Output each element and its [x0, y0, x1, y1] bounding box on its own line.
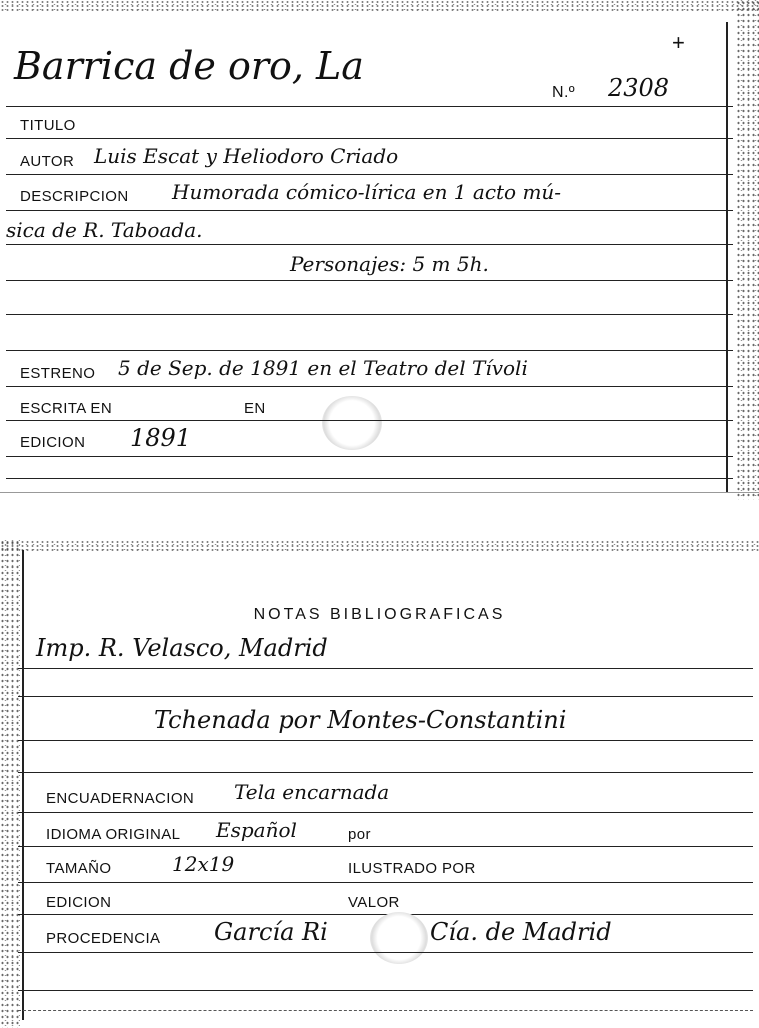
tamano-value: 12x19: [172, 852, 235, 876]
rule: [6, 314, 733, 315]
descripcion-label: DESCRIPCION: [20, 188, 129, 205]
edicion-value: 1891: [130, 424, 192, 452]
catalog-card-top: [0, 0, 759, 500]
titulo-label: TITULO: [20, 117, 76, 134]
rule: [6, 106, 733, 107]
rule: [18, 990, 753, 991]
rule: [18, 1010, 753, 1011]
rule: [6, 210, 733, 211]
rule: [18, 846, 753, 847]
plus-mark: +: [672, 30, 686, 55]
card-right-border: [726, 22, 728, 492]
card-bottom-edge: [0, 492, 759, 493]
estreno-label: ESTRENO: [20, 365, 96, 382]
ilustrado-label: ILUSTRADO POR: [348, 860, 476, 877]
por-label: por: [348, 826, 371, 843]
rule: [6, 420, 733, 421]
rule: [6, 138, 733, 139]
procedencia-value-2: Cía. de Madrid: [430, 918, 612, 946]
edicion-label-2: EDICION: [46, 894, 112, 911]
rule: [18, 772, 753, 773]
personajes-value: Personajes: 5 m 5h.: [290, 252, 489, 276]
number-value: 2308: [608, 74, 670, 102]
rule: [18, 668, 753, 669]
card-edge-top: [0, 0, 759, 12]
autor-value: Luis Escat y Heliodoro Criado: [94, 144, 399, 168]
autor-label: AUTOR: [20, 153, 75, 170]
rule: [6, 478, 733, 479]
number-label: N.º: [552, 84, 576, 101]
descripcion-value-line2: sica de R. Taboada.: [6, 218, 203, 242]
idioma-label: IDIOMA ORIGINAL: [46, 826, 181, 843]
card-edge-top: [0, 540, 759, 552]
rule: [6, 280, 733, 281]
procedencia-value: García Ri: [214, 918, 328, 946]
descripcion-value-line1: Humorada cómico-lírica en 1 acto mú-: [172, 180, 562, 204]
idioma-value: Español: [216, 818, 297, 842]
rule: [6, 386, 733, 387]
escrita-en-label: ESCRITA EN: [20, 400, 113, 417]
procedencia-label: PROCEDENCIA: [46, 930, 161, 947]
estreno-value: 5 de Sep. de 1891 en el Teatro del Tívoli: [118, 356, 528, 380]
rule: [18, 696, 753, 697]
card-title-handwritten: Barrica de oro, La: [14, 44, 364, 88]
notas-heading: NOTAS BIBLIOGRAFICAS: [253, 606, 506, 623]
en-label: EN: [244, 400, 266, 417]
ink-blot: [370, 912, 428, 964]
rule: [18, 952, 753, 953]
rule: [6, 244, 733, 245]
card-edge-right: [736, 0, 759, 500]
encuadernacion-label: ENCUADERNACION: [46, 790, 195, 807]
catalog-card-bottom: [0, 540, 759, 1028]
notes-line2: Tchenada por Montes-Constantini: [154, 706, 567, 734]
rule: [18, 740, 753, 741]
ink-blot: [322, 396, 382, 450]
rule: [18, 882, 753, 883]
rule: [6, 456, 733, 457]
valor-label: VALOR: [348, 894, 400, 911]
edicion-label: EDICION: [20, 434, 86, 451]
rule: [6, 350, 733, 351]
tamano-label: TAMAÑO: [46, 860, 112, 877]
encuadernacion-value: Tela encarnada: [234, 780, 390, 804]
rule: [6, 174, 733, 175]
rule: [18, 812, 753, 813]
notes-line1: Imp. R. Velasco, Madrid: [36, 634, 328, 662]
